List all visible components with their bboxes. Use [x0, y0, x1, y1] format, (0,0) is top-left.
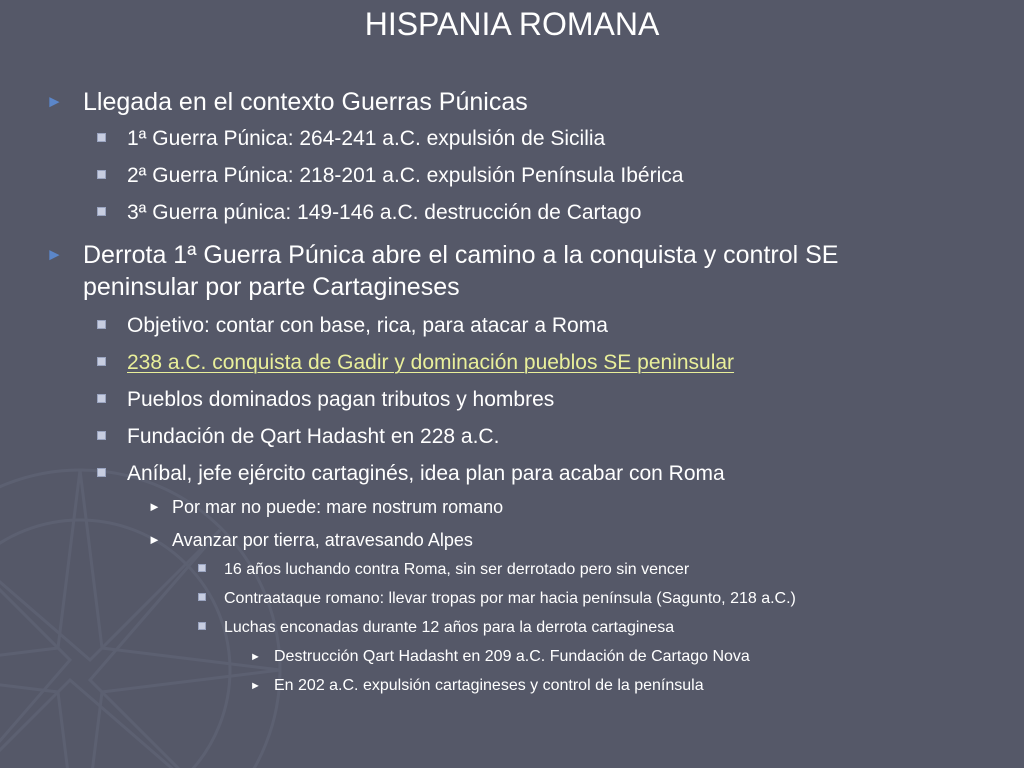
- bullet-2-5-text: Aníbal, jefe ejército cartaginés, idea plan para acabar con Roma: [127, 462, 725, 485]
- bullet-2-5-1-text: Por mar no puede: mare nostrum romano: [172, 497, 504, 517]
- square-bullet-icon: [198, 558, 224, 582]
- bullet-2-1: [97, 311, 608, 341]
- bullet-2-4-text: Fundación de Qart Hadasht en 228 a.C.: [127, 425, 500, 448]
- bullet-1-3: [97, 198, 641, 228]
- bullet-1-1-text: 1ª Guerra Púnica: 264-241 a.C. expulsión de Sicilia: [127, 127, 606, 150]
- bullet-1-3-text: 3ª Guerra púnica: 149-146 a.C. destrucción de Cartago: [127, 201, 642, 224]
- bullet-2-3: [97, 385, 554, 415]
- bullet-2: [46, 239, 838, 303]
- bullet-2-5-1: [148, 494, 503, 520]
- bullet-2-5-2: [148, 527, 473, 553]
- arrow-bullet-icon: ►: [148, 499, 161, 514]
- arrow-bullet-icon: ►: [46, 92, 63, 111]
- bullet-2-5-2-2-text: Contraataque romano: llevar tropas por mar hacia península (Sagunto, 218 a.C.): [224, 590, 796, 607]
- bullet-2-4: [97, 422, 499, 452]
- bullet-2-5-2-3-1: [250, 645, 750, 669]
- square-bullet-icon: [97, 161, 127, 191]
- arrow-bullet-icon: ►: [46, 245, 63, 264]
- bullet-2-5-2-3-2: [250, 674, 704, 698]
- bullet-2-1-text: Objetivo: contar con base, rica, para atacar a Roma: [127, 314, 608, 337]
- arrow-bullet-icon: ►: [250, 680, 261, 692]
- bullet-2-5-2-2: [198, 587, 796, 611]
- square-bullet-icon: [97, 348, 127, 378]
- bullet-2-line-1: Derrota 1ª Guerra Púnica abre el camino a la conquista y control SE: [83, 241, 839, 269]
- square-bullet-icon: [97, 385, 127, 415]
- bullet-2-3-text: Pueblos dominados pagan tributos y hombres: [127, 388, 555, 411]
- bullet-2-5-2-1-text: 16 años luchando contra Roma, sin ser derrotado pero sin vencer: [224, 561, 690, 578]
- bullet-1-1: [97, 124, 605, 154]
- square-bullet-icon: [97, 124, 127, 154]
- bullet-1: [46, 86, 528, 118]
- bullet-2-5-2-3-text: Luchas enconadas durante 12 años para la derrota cartaginesa: [224, 619, 675, 636]
- bullet-2-5-2-text: Avanzar por tierra, atravesando Alpes: [172, 530, 473, 550]
- bullet-2-5-2-3-1-text: Destrucción Qart Hadasht en 209 a.C. Fundación de Cartago Nova: [274, 648, 750, 665]
- square-bullet-icon: [97, 422, 127, 452]
- bullet-2-5-2-3-2-text: En 202 a.C. expulsión cartagineses y control de la península: [274, 677, 704, 694]
- bullet-2-text: [83, 239, 838, 303]
- bullet-2-2[interactable]: [97, 348, 734, 378]
- square-bullet-icon: [198, 587, 224, 611]
- bullet-1-2-text: 2ª Guerra Púnica: 218-201 a.C. expulsión Península Ibérica: [127, 164, 684, 187]
- bullet-2-5-2-1: [198, 558, 689, 582]
- square-bullet-icon: [198, 616, 224, 640]
- bullet-1-text: Llegada en el contexto Guerras Púnicas: [83, 88, 528, 116]
- bullet-2-5-2-3: [198, 616, 674, 640]
- bullet-2-line-2: peninsular por parte Cartagineses: [83, 273, 460, 301]
- arrow-bullet-icon: ►: [250, 651, 261, 663]
- bullet-2-5: [97, 459, 725, 489]
- bullet-1-2: [97, 161, 683, 191]
- gadir-link[interactable]: 238 a.C. conquista de Gadir y dominación pueblos SE peninsular: [127, 351, 735, 374]
- square-bullet-icon: [97, 311, 127, 341]
- slide-title: HISPANIA ROMANA: [364, 6, 660, 42]
- square-bullet-icon: [97, 459, 127, 489]
- square-bullet-icon: [97, 198, 127, 228]
- arrow-bullet-icon: ►: [148, 532, 161, 547]
